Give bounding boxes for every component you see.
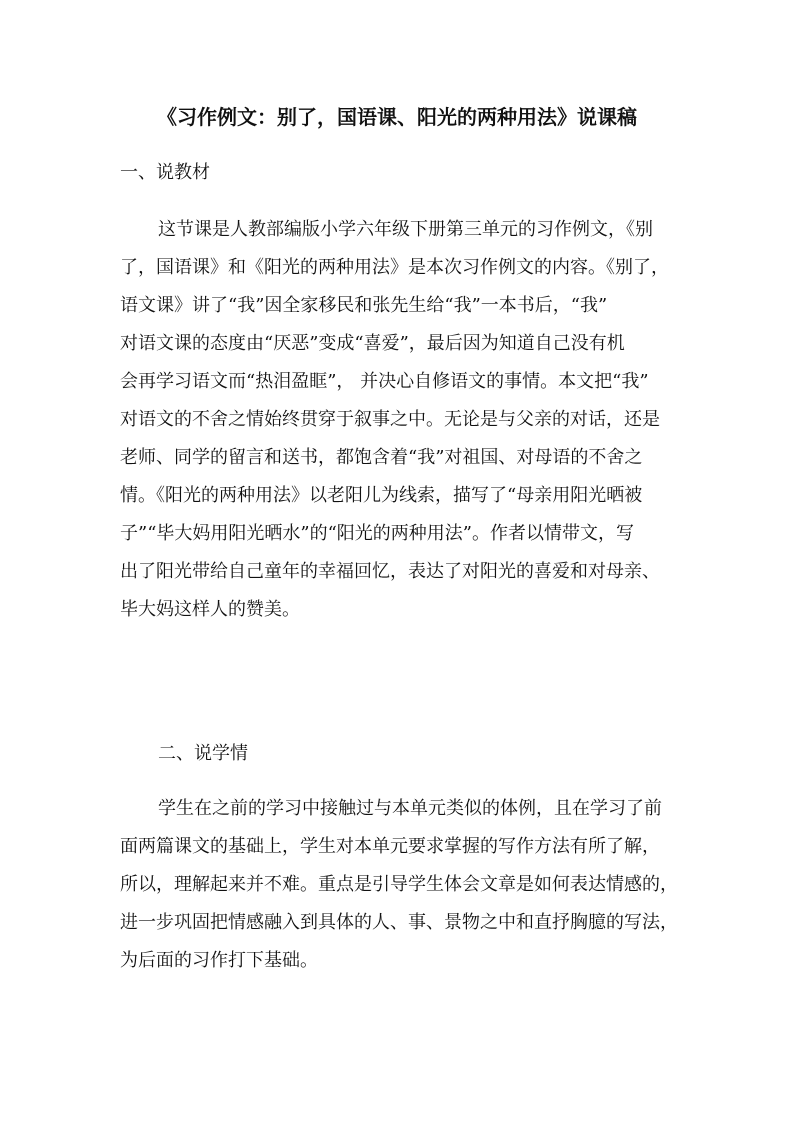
paragraph-line: 所以，理解起来并不难。重点是引导学生体会文章是如何表达情感的， (120, 874, 678, 895)
paragraph-line: 情。《阳光的两种用法》以老阳儿为线索，描写了“母亲用阳光晒被 (120, 485, 643, 506)
paragraph-line: 为后面的习作打下基础。 (120, 950, 318, 971)
paragraph-line: 进一步巩固把情感融入到具体的人、事、景物之中和直抒胸臆的写法， (120, 912, 678, 933)
section-heading-textbook: 一、说教材 (120, 162, 210, 183)
paragraph-line: 会再学习语文而“热泪盈眶”， 并决心自修语文的事情。本文把“我” (120, 371, 649, 392)
section-paragraph-students (120, 790, 680, 980)
paragraph-line: 了，国语课》和《阳光的两种用法》是本次习作例文的内容。《别了， (120, 257, 669, 278)
paragraph-line: 对语文课的态度由“厌恶”变成“喜爱”，最后因为知道自己没有机 (120, 333, 625, 354)
paragraph-line: 毕大妈这样人的赞美。 (120, 599, 300, 620)
section-heading-students: 二、说学情 (158, 743, 248, 764)
paragraph-line: 这节课是人教部编版小学六年级下册第三单元的习作例文，《别 (158, 219, 653, 240)
document-title: 《习作例文：别了，国语课、阳光的两种用法》说课稿 (157, 105, 637, 129)
paragraph-line: 出了阳光带给自己童年的幸福回忆，表达了对阳光的喜爱和对母亲、 (120, 561, 660, 582)
paragraph-line: 学生在之前的学习中接触过与本单元类似的体例，且在学习了前 (158, 798, 662, 819)
paragraph-line: 子”“毕大妈用阳光晒水”的“阳光的两种用法”。作者以情带文，写 (120, 523, 635, 544)
section-paragraph-textbook (120, 211, 680, 629)
paragraph-line: 老师、同学的留言和送书，都饱含着“我”对祖国、对母语的不舍之 (120, 447, 643, 468)
paragraph-line: 语文课》讲了“我”因全家移民和张先生给“我”一本书后，“我” (120, 295, 608, 316)
paragraph-line: 对语文的不舍之情始终贯穿于叙事之中。无论是与父亲的对话，还是 (120, 409, 660, 430)
paragraph-line: 面两篇课文的基础上，学生对本单元要求掌握的写作方法有所了解， (120, 836, 660, 857)
